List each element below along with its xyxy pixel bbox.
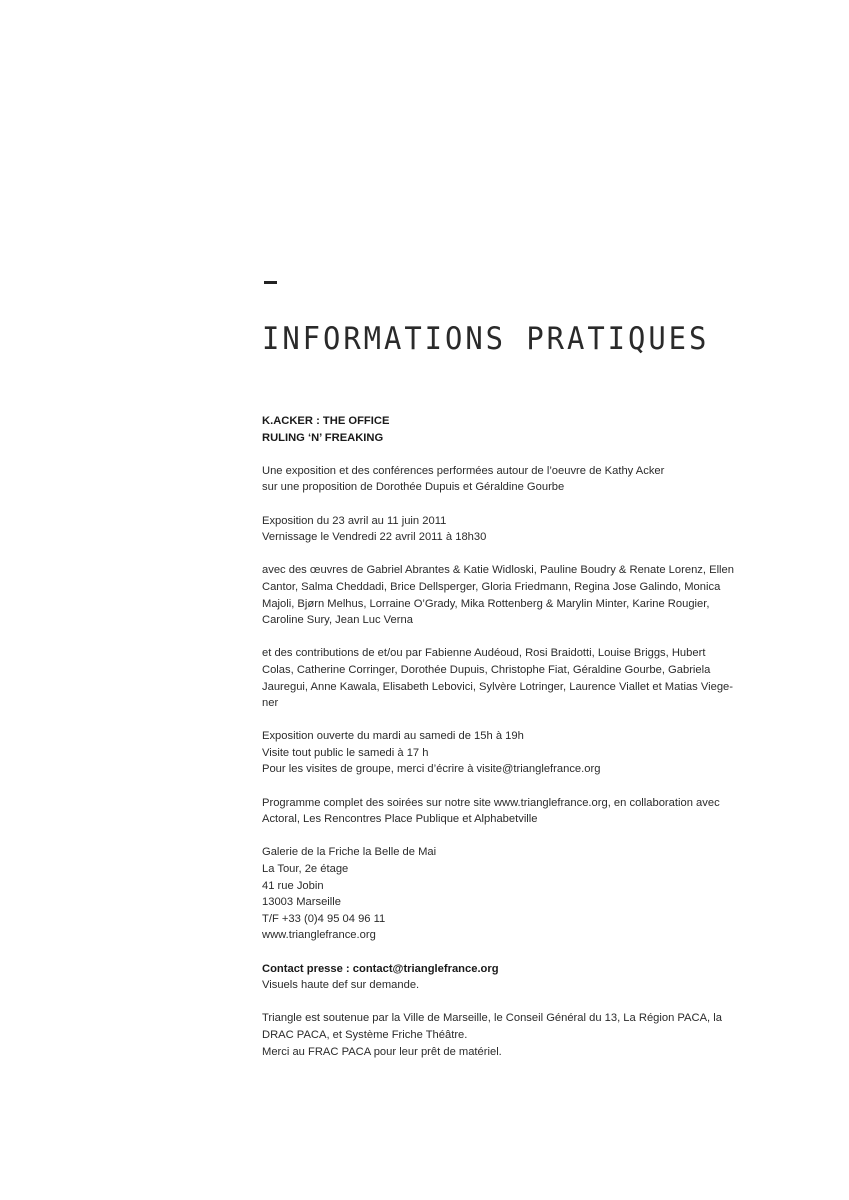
- heading-dash-decoration: [264, 281, 277, 284]
- artists-line: avec des œuvres de Gabriel Abrantes & Katie Widloski, Pauline Boudry & Renate Lorenz, Ellen: [262, 564, 734, 577]
- contributors-line: ner: [262, 697, 279, 710]
- support-line-3: Merci au FRAC PACA pour leur prêt de matériel.: [262, 1045, 502, 1058]
- support-line-1: Triangle est soutenue par la Ville de Marseille, le Conseil Général du 13, La Région PACA, la: [262, 1012, 722, 1025]
- programme-line-2: Actoral, Les Rencontres Place Publique et Alphabetville: [262, 813, 538, 826]
- intro-paragraph: [262, 463, 772, 496]
- group-visits: Pour les visites de groupe, merci d’écrire à visite@trianglefrance.org: [262, 763, 601, 776]
- venue-phone: T/F +33 (0)4 95 04 96 11: [262, 912, 386, 925]
- venue-city: 13003 Marseille: [262, 896, 341, 909]
- press-visuals: Visuels haute def sur demande.: [262, 979, 420, 992]
- press-block: [262, 961, 772, 994]
- event-title-line-2: RULING ‘N’ FREAKING: [262, 431, 384, 444]
- programme-paragraph: [262, 795, 772, 828]
- contributors-line: Jauregui, Anne Kawala, Elisabeth Lebovici, Sylvère Lotringer, Laurence Viallet et Matias Viege-: [262, 680, 733, 693]
- press-contact: Contact presse : contact@trianglefrance.org: [262, 962, 499, 975]
- venue-street: 41 rue Jobin: [262, 879, 324, 892]
- contributors-paragraph: [262, 645, 772, 711]
- event-title: [262, 413, 772, 446]
- venue-website: www.trianglefrance.org: [262, 929, 376, 942]
- intro-line-2: sur une proposition de Dorothée Dupuis et Géraldine Gourbe: [262, 481, 565, 494]
- document-body: [262, 413, 772, 1077]
- artists-line: Caroline Sury, Jean Luc Verna: [262, 614, 413, 627]
- contributors-line: Colas, Catherine Corringer, Dorothée Dupuis, Christophe Fiat, Géraldine Gourbe, Gabriela: [262, 663, 711, 676]
- intro-line-1: Une exposition et des conférences performées autour de l’oeuvre de Kathy Acker: [262, 464, 665, 477]
- artists-line: Majoli, Bjørn Melhus, Lorraine O’Grady, Mika Rottenberg & Marylin Minter, Karine Rougier,: [262, 597, 710, 610]
- exhibition-dates: Exposition du 23 avril au 11 juin 2011: [262, 514, 447, 527]
- hours-paragraph: [262, 728, 772, 778]
- opening-date: Vernissage le Vendredi 22 avril 2011 à 18h30: [262, 531, 487, 544]
- dates-paragraph: [262, 513, 772, 546]
- public-visit: Visite tout public le samedi à 17 h: [262, 746, 429, 759]
- artists-paragraph: [262, 562, 772, 628]
- artists-line: Cantor, Salma Cheddadi, Brice Dellsperger, Gloria Friedmann, Regina Jose Galindo, Monica: [262, 580, 721, 593]
- contributors-line: et des contributions de et/ou par Fabienne Audéoud, Rosi Braidotti, Louise Briggs, Hubert: [262, 647, 706, 660]
- support-block: [262, 1010, 772, 1060]
- support-line-2: DRAC PACA, et Système Friche Théâtre.: [262, 1028, 468, 1041]
- opening-hours: Exposition ouverte du mardi au samedi de 15h à 19h: [262, 730, 524, 743]
- event-title-line-1: K.ACKER : THE OFFICE: [262, 415, 390, 427]
- address-block: [262, 844, 772, 944]
- venue-floor: La Tour, 2e étage: [262, 863, 349, 876]
- programme-line-1: Programme complet des soirées sur notre site www.trianglefrance.org, en collaboration avec: [262, 796, 720, 809]
- page-title: INFORMATIONS PRATIQUES: [262, 320, 710, 357]
- venue-name: Galerie de la Friche la Belle de Mai: [262, 846, 437, 859]
